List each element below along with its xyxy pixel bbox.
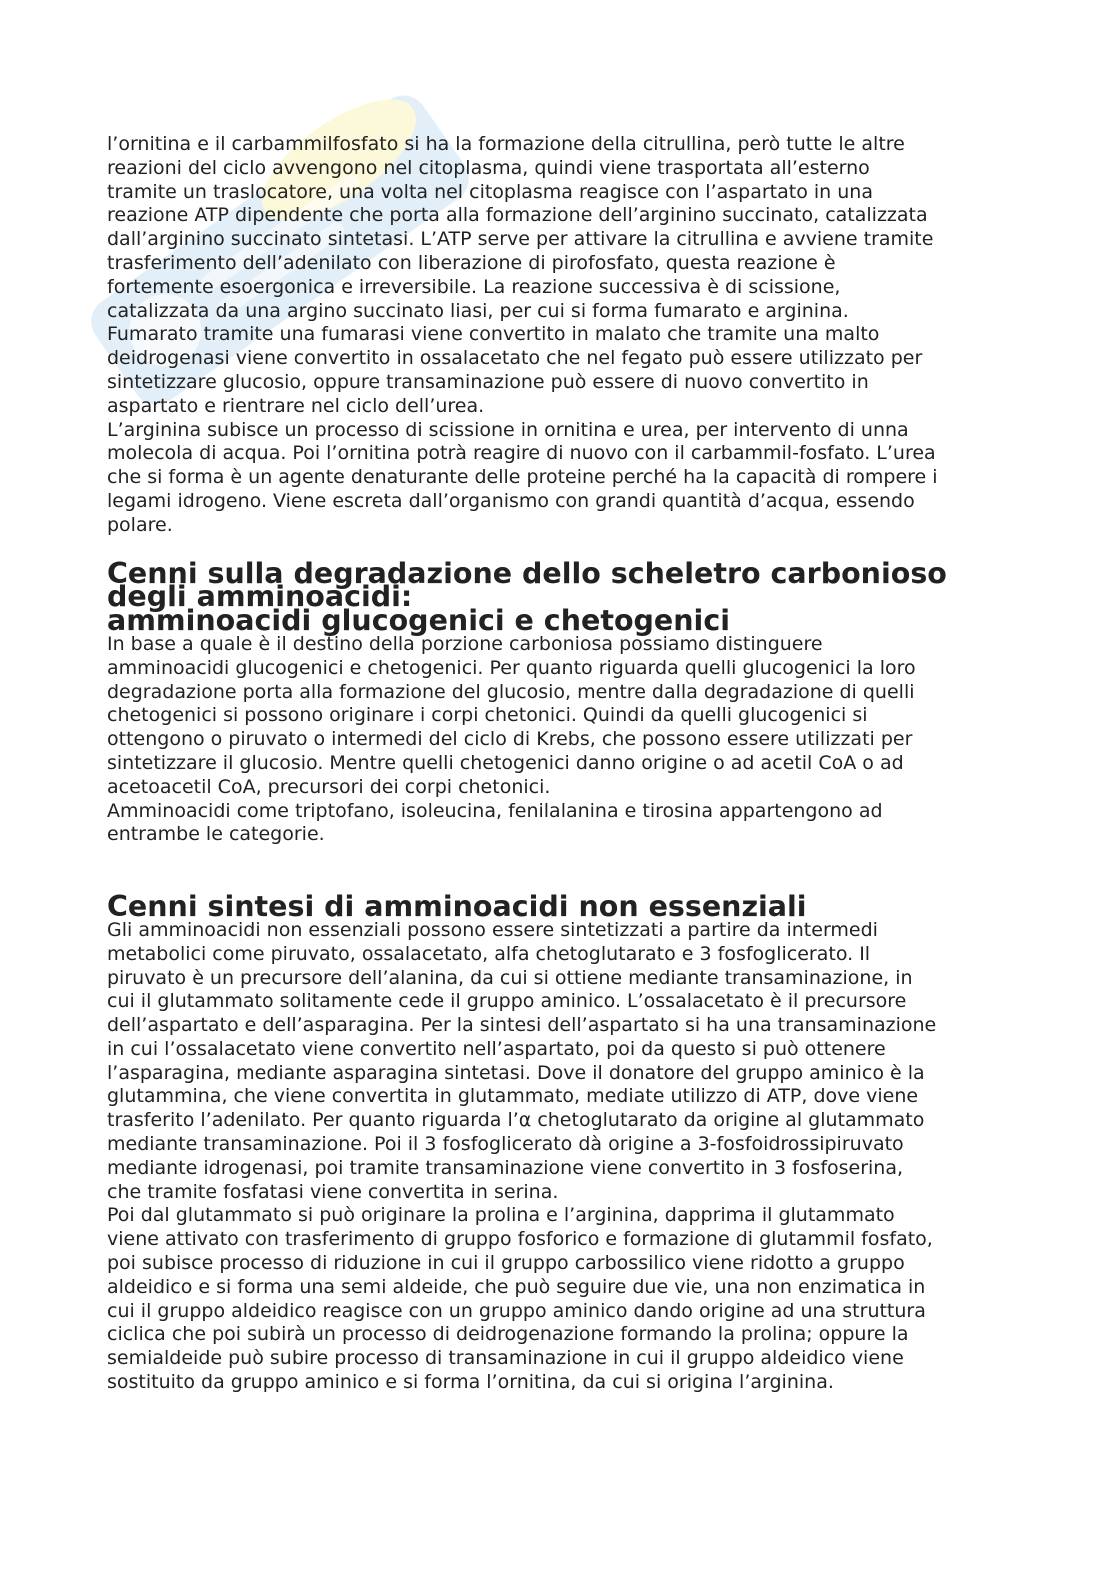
paragraph-nonessential-synthesis: Gli amminoacidi non essenziali possono essere sintetizzati a partire da intermedi metabolici come piruvato, ossalacetato, alfa chetoglutarato e 3 fosfoglicerato. Il piruvato è un precursore dell’alanina, da cui si ottiene mediante transaminazione, in cui il glutammato solitamente cede il gruppo aminico. L’ossalacetato è il precursore dell’aspartato e dell’asparagina. Per la sintesi dell’aspartato si ha una transaminazione in cui l’ossalacetato viene convertito nell’aspartato, poi da questo si può ottenere l’asparagina, mediante asparagina sintetasi. Dove il donatore del gruppo aminico è la glutammina, che viene convertita in glutammato, mediate utilizzo di ATP, dove viene trasferito l’adenilato. Per quanto riguarda l’α chetoglutarato da origine al glutammato mediante transaminazione. Poi il 3 fosfoglicerato dà origine a 3-fosfoidrossipiruvato mediante idrogenasi, poi tramite transaminazione viene convertito in 3 fosfoserina, che tramite fosfatasi viene convertita in serina. (107, 918, 937, 1203)
document-body (107, 133, 1007, 1395)
paragraph-glucogenic-ketogenic: In base a quale è il destino della porzione carboniosa possiamo distinguere amminoacidi glucogenici e chetogenici. Per quanto riguarda quelli glucogenici la loro degradazione porta alla formazione del glucosio, mentre dalla degradazione di quelli chetogenici si possono originare i corpi chetonici. Quindi da quelli glucogenici si ottengono o piruvato o intermedi del ciclo di Krebs, che possono essere utilizzati per sintetizzare il glucosio. Mentre quelli chetogenici danno origine o ad acetil CoA o ad acetoacetil CoA, precursori dei corpi chetonici. (107, 632, 916, 798)
spacer (107, 847, 1007, 895)
paragraph-urea-cycle: l’ornitina e il carbammilfosfato si ha la formazione della citrullina, però tutte le altre reazioni del ciclo avvengono nel citoplasma, quindi viene trasportata all’esterno tramite un traslocatore, una volta nel citoplasma reagisce con l’aspartato in una reazione ATP dipendente che porta alla formazione dell’arginino succinato, catalizzata dall’arginino succinato sintetasi. L’ATP serve per attivare la citrullina e avviene tramite trasferimento dell’adenilato con liberazione di pirofosfato, questa reazione è fortemente esoergonica e irreversibile. La reazione successiva è di scissione, catalizzata da una argino succinato liasi, per cui si forma fumarato e arginina. Fumarato tramite una fumarasi viene convertito in malato che tramite una malto deidrogenasi viene convertito in ossalacetato che nel fegato può essere utilizzato per sintetizzare glucosio, oppure transaminazione può essere di nuovo convertito in aspartato e rientrare nel ciclo dell’urea. (107, 133, 934, 417)
paragraph-arginine: L’arginina subisce un processo di scissione in ornitina e urea, per intervento di unna molecola di acqua. Poi l’ornitina potrà reagire di nuovo con il carbammil-fosfato. L’urea che si forma è un agente denaturante delle proteine perché ha la capacità di rompere i legami idrogeno. Viene escreta dall’organismo con grandi quantità d’acqua, essendo polare. (107, 418, 938, 536)
paragraph-both-categories: Amminoacidi come triptofano, isoleucina, fenilalanina e tirosina appartengono ad entrambe le categorie. (107, 799, 883, 846)
paragraph-proline-arginine: Poi dal glutammato si può originare la prolina e l’arginina, dapprima il glutammato viene attivato con trasferimento di gruppo fosforico e formazione di glutammil fosfato, poi subisce processo di riduzione in cui il gruppo carbossilico viene ridotto a gruppo aldeidico e si forma una semi aldeide, che può seguire due vie, una non enzimatica in cui il gruppo aldeidico reagisce con un gruppo aminico dando origine ad una struttura ciclica che poi subirà un processo di deidrogenazione formando la prolina; oppure la semialdeide può subire processo di transaminazione in cui il gruppo aldeidico viene sostituito da gruppo aminico e si forma l’ornitina, da cui si origina l’arginina. (107, 1204, 933, 1394)
section-heading-degradation: Cenni sulla degradazione dello scheletro carbonioso degli amminoacidi: amminoacidi glucogenici e chetogenici (107, 556, 947, 638)
section-heading-synthesis: Cenni sintesi di amminoacidi non essenziali (107, 890, 807, 924)
